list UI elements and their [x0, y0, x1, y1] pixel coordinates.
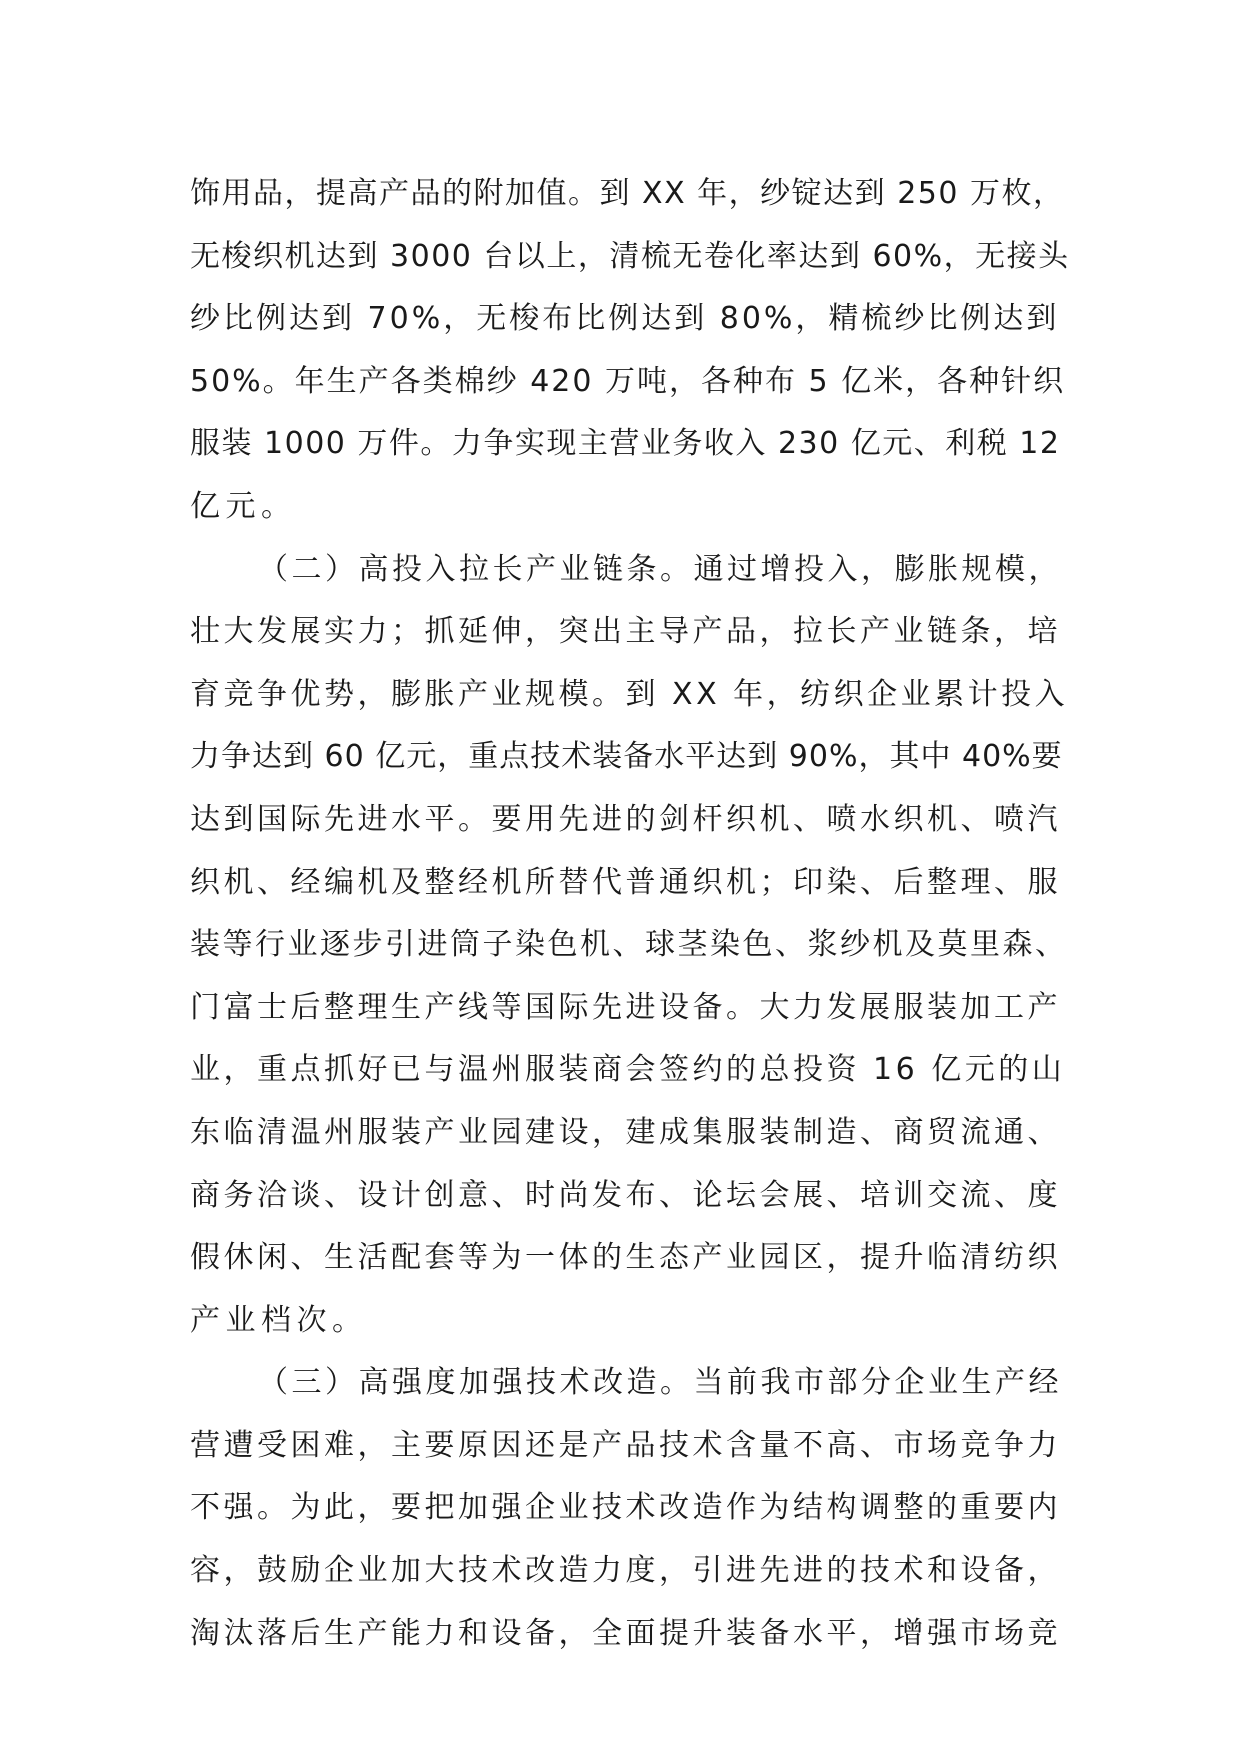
text-line: 壮大发展实力；抓延伸，突出主导产品，拉长产业链条，培: [190, 614, 1061, 650]
text-line: 饰用品，提高产品的附加值。到 XX 年，纱锭达到 250 万枚，: [190, 176, 1065, 211]
text-line: 达到国际先进水平。要用先进的剑杆织机、喷水织机、喷汽: [190, 801, 1061, 837]
text-line: 营遭受困难，主要原因还是产品技术含量不高、市场竞争力: [190, 1427, 1061, 1463]
text-line: 育竞争优势，膨胀产业规模。到 XX 年，纺织企业累计投入: [190, 676, 1069, 712]
text-line: 装等行业逐步引进筒子染色机、球茎染色、浆纱机及莫里森、: [190, 927, 1068, 963]
text-line: 淘汰落后生产能力和设备，全面提升装备水平，增强市场竞: [190, 1615, 1061, 1651]
text-line: 织机、经编机及整经机所替代普通织机；印染、后整理、服: [190, 864, 1061, 900]
text-line: 东临清温州服装产业园建设，建成集服装制造、商贸流通、: [190, 1114, 1061, 1150]
text-line: 容，鼓励企业加大技术改造力度，引进先进的技术和设备，: [190, 1553, 1061, 1589]
text-line: 无梭织机达到 3000 台以上，清梳无卷化率达到 60%，无接头: [190, 238, 1070, 274]
text-line: 亿元。: [190, 488, 297, 524]
text-line: 力争达到 60 亿元，重点技术装备水平达到 90%，其中 40%要: [190, 739, 1063, 775]
text-line: 不强。为此，要把加强企业技术改造作为结构调整的重要内: [190, 1490, 1061, 1526]
text-line: 产业档次。: [190, 1302, 368, 1338]
text-line: 门富士后整理生产线等国际先进设备。大力发展服装加工产: [190, 989, 1061, 1025]
text-line: 服装 1000 万件。力争实现主营业务收入 230 亿元、利税 12: [190, 426, 1061, 462]
text-line: 业，重点抓好已与温州服装商会签约的总投资 16 亿元的山: [190, 1052, 1066, 1088]
section-heading-line: （二）高投入拉长产业链条。通过增投入，膨胀规模，: [258, 551, 1062, 587]
text-line: 假休闲、生活配套等为一体的生态产业园区，提升临清纺织: [190, 1240, 1061, 1276]
text-line: 50%。年生产各类棉纱 420 万吨，各种布 5 亿米，各种针织: [190, 363, 1066, 399]
section-heading-line: （三）高强度加强技术改造。当前我市部分企业生产经: [258, 1365, 1062, 1401]
text-line: 纱比例达到 70%，无梭布比例达到 80%，精梳纱比例达到: [190, 301, 1060, 337]
text-line: 商务洽谈、设计创意、时尚发布、论坛会展、培训交流、度: [190, 1177, 1061, 1213]
body-text: [190, 163, 1070, 1665]
